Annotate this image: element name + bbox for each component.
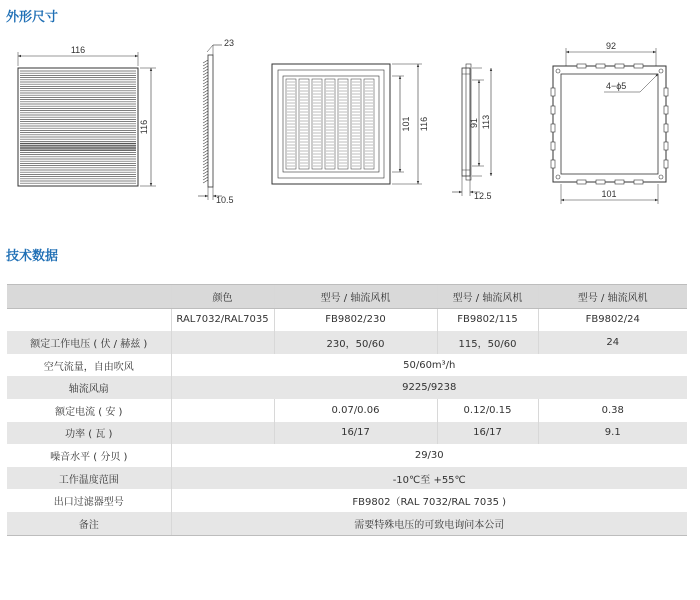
table-row [7, 376, 687, 399]
table-cell: 0.07/0.06 [274, 399, 437, 422]
header-cell: 颜色 [171, 285, 274, 309]
row-label: 工作温度范围 [7, 467, 171, 490]
d4-inner-height-label: 91 [469, 117, 479, 129]
table-cell [7, 308, 171, 331]
table-cell: 0.12/0.15 [437, 399, 538, 422]
table-cell: 29/30 [171, 444, 687, 467]
table-row [7, 444, 687, 467]
front-louver-view [18, 45, 156, 186]
table-cell: RAL7032/RAL7035 [171, 308, 274, 331]
mounting-frame-view [551, 41, 668, 204]
header-cell: 型号 / 轴流风机 [538, 285, 687, 309]
row-label: 额定电流 ( 安 ) [7, 399, 171, 422]
table-cell [171, 422, 274, 445]
grille-front-view [272, 64, 429, 184]
table-cell: 16/17 [437, 422, 538, 445]
d4-bottom-label: 12.5 [474, 191, 492, 201]
d3-outer-height-label: 116 [419, 116, 429, 132]
row-label: 空气流量，自由吹风 [7, 354, 171, 377]
table-row [7, 331, 687, 354]
table-row [7, 422, 687, 445]
d1-width-label: 116 [70, 45, 86, 55]
dimension-drawings [0, 28, 700, 218]
d2-bottom-label: 10.5 [216, 195, 234, 205]
table-cell: FB9802（RAL 7032/RAL 7035 ) [171, 489, 687, 512]
spec-table [7, 284, 687, 536]
row-label: 功率 ( 瓦 ) [7, 422, 171, 445]
table-cell: 0.38 [538, 399, 687, 422]
row-label: 额定工作电压 ( 伏 / 赫兹 ) [7, 331, 171, 354]
table-row [7, 308, 687, 331]
dimensions-heading: 外形尺寸 [6, 10, 59, 25]
table-row [7, 467, 687, 490]
d2-top-label: 23 [224, 38, 235, 48]
d1-height-label: 116 [139, 119, 149, 135]
row-label: 噪音水平 ( 分贝 ) [7, 444, 171, 467]
table-header-row [7, 285, 687, 309]
table-cell: 115，50/60 [437, 331, 538, 354]
d5-top-label: 92 [605, 41, 617, 51]
table-cell: 需要特殊电压的可致电询问本公司 [171, 512, 687, 535]
d4-outer-height-label: 113 [481, 114, 491, 130]
table-cell [171, 399, 274, 422]
d5-hole-label: 4−ϕ5 [606, 81, 627, 91]
header-cell: 型号 / 轴流风机 [274, 285, 437, 309]
table-row [7, 399, 687, 422]
table-cell [171, 331, 274, 354]
d5-bottom-label: 101 [601, 189, 617, 199]
table-cell: 9225/9238 [171, 376, 687, 399]
table-cell: FB9802/115 [437, 308, 538, 331]
table-row [7, 489, 687, 512]
row-label: 备注 [7, 512, 171, 535]
row-label: 轴流风扇 [7, 376, 171, 399]
filter-side-view [452, 64, 492, 201]
table-cell: FB9802/24 [538, 308, 687, 331]
side-profile-view [198, 38, 234, 205]
d3-inner-height-label: 101 [401, 116, 411, 132]
table-row [7, 512, 687, 535]
table-cell: 24 [538, 331, 687, 354]
table-cell: 9.1 [538, 422, 687, 445]
table-cell: -10℃至 +55℃ [171, 467, 687, 490]
table-cell: 16/17 [274, 422, 437, 445]
table-row [7, 354, 687, 377]
table-cell: 50/60m³/h [171, 354, 687, 377]
specs-heading: 技术数据 [6, 249, 59, 264]
table-cell: 230，50/60 [274, 331, 437, 354]
header-cell: 型号 / 轴流风机 [437, 285, 538, 309]
row-label: 出口过滤器型号 [7, 489, 171, 512]
table-cell: FB9802/230 [274, 308, 437, 331]
header-cell [7, 285, 171, 309]
